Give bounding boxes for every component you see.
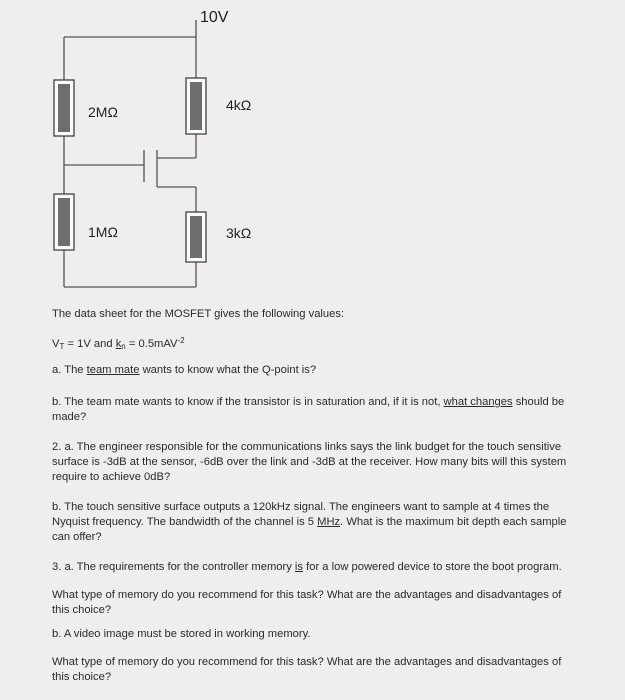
- question-2b-text-end: . What is the maximum bit depth each sample can offer?: [52, 516, 567, 543]
- is-link[interactable]: is: [294, 561, 304, 573]
- kn-exponent: -2: [177, 336, 185, 345]
- resistor-r2: [54, 194, 74, 250]
- circuit-diagram: [0, 0, 625, 300]
- r2-label: 1MΩ: [88, 224, 118, 240]
- r1-label: 2MΩ: [88, 104, 118, 120]
- question-3a-text-end: for a low powered device to store the boot program.: [303, 561, 562, 573]
- kn-value: = 0.5mAV: [125, 338, 178, 350]
- question-2a: 2. a. The engineer responsible for the communications links says the link budget for the touch sensitive surface is -3dB at the sensor, -6dB over the link and -3dB at the receiver. How many bits will this system require to achieve 0dB?: [52, 441, 567, 483]
- question-1a-text: a. The: [52, 364, 87, 376]
- supply-label: 10V: [200, 9, 229, 26]
- question-1b-text: b. The team mate wants to know if the transistor is in saturation and, if it is not,: [52, 396, 444, 408]
- question-3a-text: 3. a. The requirements for the controller memory: [52, 561, 295, 573]
- kn-symbol: k: [115, 338, 122, 350]
- question-1a: [52, 363, 572, 378]
- question-3b: b. A video image must be stored in working memory.: [52, 628, 311, 640]
- kn-subscript: n: [121, 342, 126, 351]
- question-2b: [52, 500, 572, 545]
- vt-subscript: T: [59, 342, 65, 351]
- team-mate-link[interactable]: team mate: [86, 364, 140, 376]
- resistor-rs: [186, 212, 206, 262]
- question-2b-text: b. The touch sensitive surface outputs a 120kHz signal. The engineers want to sample at 4 times the Nyquist frequency. The bandwidth of the channel is 5: [52, 501, 550, 528]
- intro-text: The data sheet for the MOSFET gives the following values:: [52, 308, 345, 320]
- question-1b-text-end: should be made?: [52, 396, 565, 423]
- question-3a: [52, 560, 572, 575]
- rs-label: 3kΩ: [226, 225, 252, 241]
- question-3a-followup: What type of memory do you recommend for this task? What are the advantages and disadvantages of this choice?: [52, 589, 562, 616]
- vt-symbol: V: [52, 338, 60, 350]
- vt-value: = 1V and: [64, 338, 116, 350]
- question-1a-text-end: wants to know what the Q-point is?: [139, 364, 317, 376]
- what-changes-link[interactable]: what changes: [443, 396, 513, 408]
- question-3b-followup: What type of memory do you recommend for this task? What are the advantages and disadvantages of this choice?: [52, 656, 562, 683]
- mosfet-params: [52, 333, 572, 354]
- resistor-r1: [54, 80, 74, 136]
- question-1b: [52, 395, 572, 425]
- resistor-rd: [186, 78, 206, 134]
- rd-label: 4kΩ: [226, 97, 252, 113]
- mhz-link[interactable]: MHz: [317, 516, 341, 528]
